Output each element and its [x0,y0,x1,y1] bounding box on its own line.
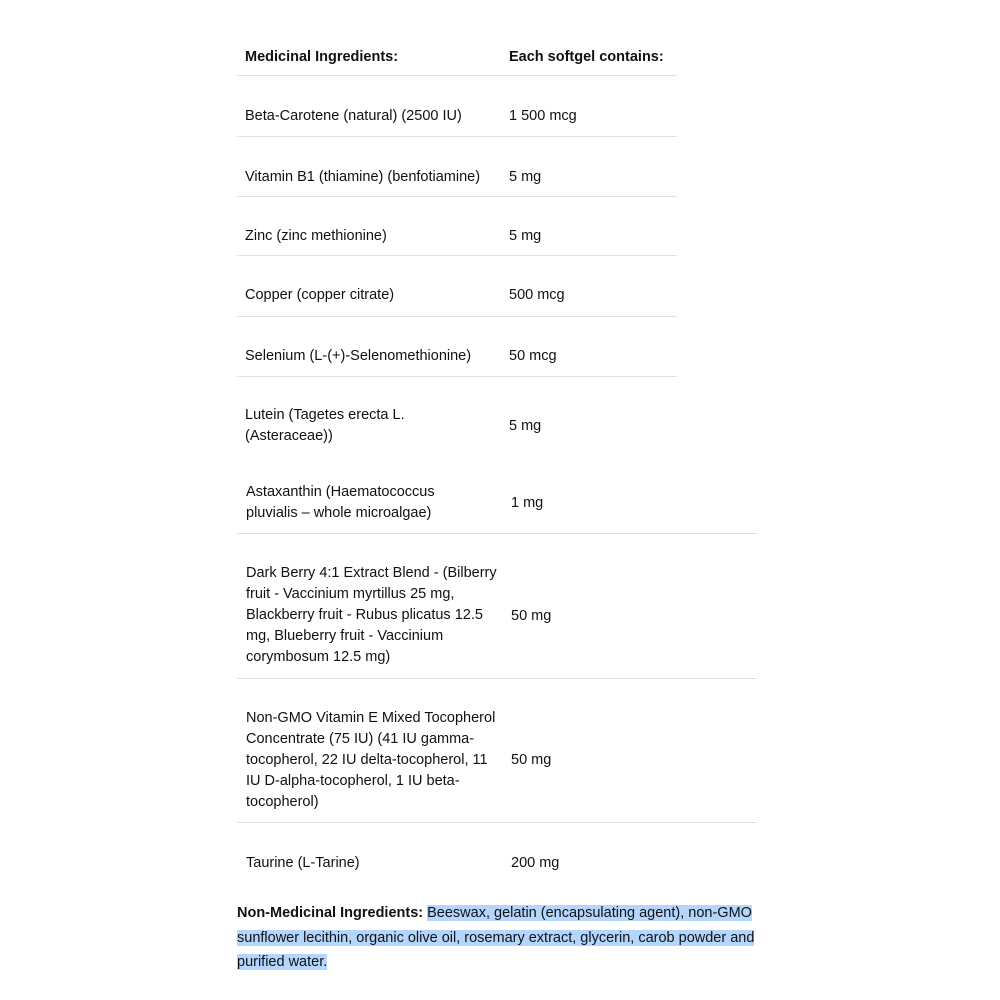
ingredient-name: Non-GMO Vitamin E Mixed Tocopherol Concentrate (75 IU) (41 IU gamma-tocopherol, 22 IU delta-tocopherol, 11 IU D-alpha-tocopherol, 1 IU beta-tocopherol) [246,710,496,810]
ingredient-name: Astaxanthin (Haematococcus pluvialis – whole microalgae) [246,484,435,521]
ingredient-name: Beta-Carotene (natural) (2500 IU) [245,108,462,124]
ingredient-amount: 500 mcg [509,287,565,303]
non-medicinal-label: Non-Medicinal Ingredients: [237,905,424,921]
ingredient-amount: 1 mg [511,495,544,511]
table-row [237,463,757,534]
ingredient-amount: 5 mg [509,228,542,244]
ingredient-name: Zinc (zinc methionine) [245,228,387,244]
table-row [237,256,677,317]
non-medicinal-text[interactable]: Beeswax, gelatin (encapsulating agent), non-GMO sunflower lecithin, organic olive oil, rosemary extract, glycerin, carob powder and purified water. [237,905,755,970]
ingredient-amount: 5 mg [509,418,542,434]
ingredient-amount: 1 500 mcg [509,108,577,124]
ingredient-name: Lutein (Tagetes erecta L. (Asteraceae)) [245,407,405,444]
ingredient-name: Dark Berry 4:1 Extract Blend - (Bilberry fruit - Vaccinium myrtillus 25 mg, Blackberry fruit - Rubus plicatus 12.5 mg, Blueberry fruit - Vaccinium corymbosum 12.5 mg) [246,565,497,665]
ingredient-name: Copper (copper citrate) [245,287,395,303]
table-row [237,317,677,377]
table-row [237,534,757,679]
table-row [237,679,757,823]
ingredient-amount: 200 mg [511,855,560,871]
ingredient-name: Selenium (L-(+)-Selenomethionine) [245,348,472,364]
ingredient-amount: 50 mg [511,752,552,768]
non-medicinal-ingredients [237,901,762,975]
ingredient-amount: 5 mg [509,169,542,185]
ingredient-amount: 50 mcg [509,348,557,364]
table-row [237,197,677,256]
table-header-row [237,0,677,76]
ingredient-name: Taurine (L-Tarine) [246,855,360,871]
ingredient-name: Vitamin B1 (thiamine) (benfotiamine) [245,169,481,185]
table-row [237,823,757,895]
table-row [237,76,677,137]
header-ingredient: Medicinal Ingredients: [245,49,399,65]
ingredient-amount: 50 mg [511,608,552,624]
table-row [237,137,677,197]
table-row [237,377,677,463]
header-amount: Each softgel contains: [509,49,664,65]
